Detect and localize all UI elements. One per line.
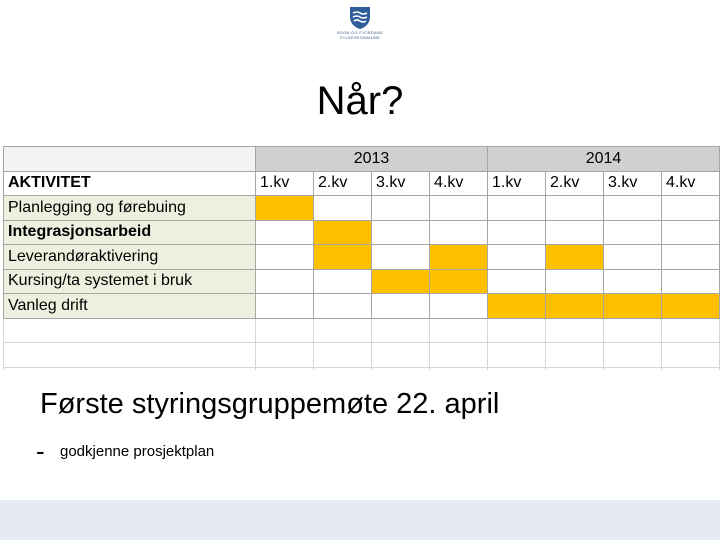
period-cell	[488, 196, 546, 221]
period-cell	[314, 294, 372, 319]
empty-period-cell	[256, 318, 314, 343]
quarter-header: 4.kv	[430, 171, 488, 196]
active-period-cell	[314, 220, 372, 245]
period-cell	[256, 245, 314, 270]
empty-label-cell	[4, 318, 256, 343]
quarter-header: 3.kv	[604, 171, 662, 196]
header-row	[4, 171, 720, 196]
empty-period-cell	[430, 343, 488, 368]
empty-period-cell	[314, 367, 372, 370]
empty-period-cell	[546, 367, 604, 370]
active-period-cell	[662, 294, 720, 319]
empty-period-cell	[604, 318, 662, 343]
period-cell	[430, 220, 488, 245]
empty-row	[4, 318, 720, 343]
period-cell	[662, 196, 720, 221]
activity-label: Leverandøraktivering	[4, 245, 256, 270]
quarter-header: 4.kv	[662, 171, 720, 196]
period-cell	[662, 220, 720, 245]
active-period-cell	[488, 294, 546, 319]
active-period-cell	[256, 196, 314, 221]
active-period-cell	[314, 245, 372, 270]
empty-period-cell	[256, 343, 314, 368]
logo	[325, 6, 395, 50]
quarter-header: 2.kv	[546, 171, 604, 196]
empty-period-cell	[314, 343, 372, 368]
year-header: 2013	[256, 147, 488, 172]
bullet-text: godkjenne prosjektplan	[60, 443, 215, 460]
period-cell	[546, 269, 604, 294]
quarter-header: 1.kv	[256, 171, 314, 196]
empty-period-cell	[488, 343, 546, 368]
empty-label-cell	[4, 367, 256, 370]
empty-period-cell	[546, 343, 604, 368]
activity-row	[4, 269, 720, 294]
period-cell	[488, 269, 546, 294]
activity-row	[4, 245, 720, 270]
period-cell	[604, 245, 662, 270]
empty-period-cell	[372, 367, 430, 370]
period-cell	[314, 196, 372, 221]
empty-period-cell	[372, 343, 430, 368]
bullet-dash: -	[36, 436, 45, 466]
period-cell	[430, 294, 488, 319]
period-cell	[662, 245, 720, 270]
activity-label: Kursing/ta systemet i bruk	[4, 269, 256, 294]
period-cell	[256, 294, 314, 319]
activity-row	[4, 294, 720, 319]
activity-label: Planlegging og førebuing	[4, 196, 256, 221]
coat-of-arms-icon	[349, 6, 371, 30]
period-cell	[604, 196, 662, 221]
period-cell	[256, 269, 314, 294]
logo-line-1: SOGN OG FJORDANE	[336, 30, 384, 35]
period-cell	[546, 220, 604, 245]
active-period-cell	[372, 269, 430, 294]
empty-period-cell	[662, 318, 720, 343]
empty-label-cell	[4, 343, 256, 368]
empty-period-cell	[662, 343, 720, 368]
empty-period-cell	[430, 367, 488, 370]
subtitle: Første styringsgruppemøte 22. april	[40, 388, 500, 420]
activity-label: Vanleg drift	[4, 294, 256, 319]
empty-period-cell	[488, 367, 546, 370]
empty-period-cell	[662, 367, 720, 370]
period-cell	[372, 196, 430, 221]
empty-row	[4, 367, 720, 370]
activity-header: AKTIVITET	[4, 171, 256, 196]
period-cell	[546, 196, 604, 221]
active-period-cell	[546, 294, 604, 319]
empty-period-cell	[488, 318, 546, 343]
period-cell	[430, 196, 488, 221]
period-cell	[488, 220, 546, 245]
empty-period-cell	[604, 343, 662, 368]
logo-line-2: FYLKESKOMMUNE	[339, 35, 381, 40]
period-cell	[372, 245, 430, 270]
period-cell	[256, 220, 314, 245]
activity-row	[4, 196, 720, 221]
empty-period-cell	[314, 318, 372, 343]
active-period-cell	[604, 294, 662, 319]
year-corner-cell	[4, 147, 256, 172]
year-header: 2014	[488, 147, 720, 172]
quarter-header: 1.kv	[488, 171, 546, 196]
empty-row	[4, 343, 720, 368]
empty-period-cell	[546, 318, 604, 343]
empty-period-cell	[256, 367, 314, 370]
empty-period-cell	[372, 318, 430, 343]
activity-row	[4, 220, 720, 245]
gantt-table	[3, 146, 720, 370]
period-cell	[662, 269, 720, 294]
empty-period-cell	[430, 318, 488, 343]
active-period-cell	[430, 245, 488, 270]
page-title: Når?	[316, 79, 404, 123]
activity-label: Integrasjonsarbeid	[4, 220, 256, 245]
period-cell	[604, 220, 662, 245]
quarter-header: 3.kv	[372, 171, 430, 196]
schedule-table	[3, 146, 720, 370]
quarter-header: 2.kv	[314, 171, 372, 196]
active-period-cell	[546, 245, 604, 270]
period-cell	[314, 269, 372, 294]
period-cell	[604, 269, 662, 294]
footer-band	[0, 500, 720, 540]
period-cell	[372, 294, 430, 319]
period-cell	[372, 220, 430, 245]
active-period-cell	[430, 269, 488, 294]
year-row	[4, 147, 720, 172]
empty-period-cell	[604, 367, 662, 370]
period-cell	[488, 245, 546, 270]
